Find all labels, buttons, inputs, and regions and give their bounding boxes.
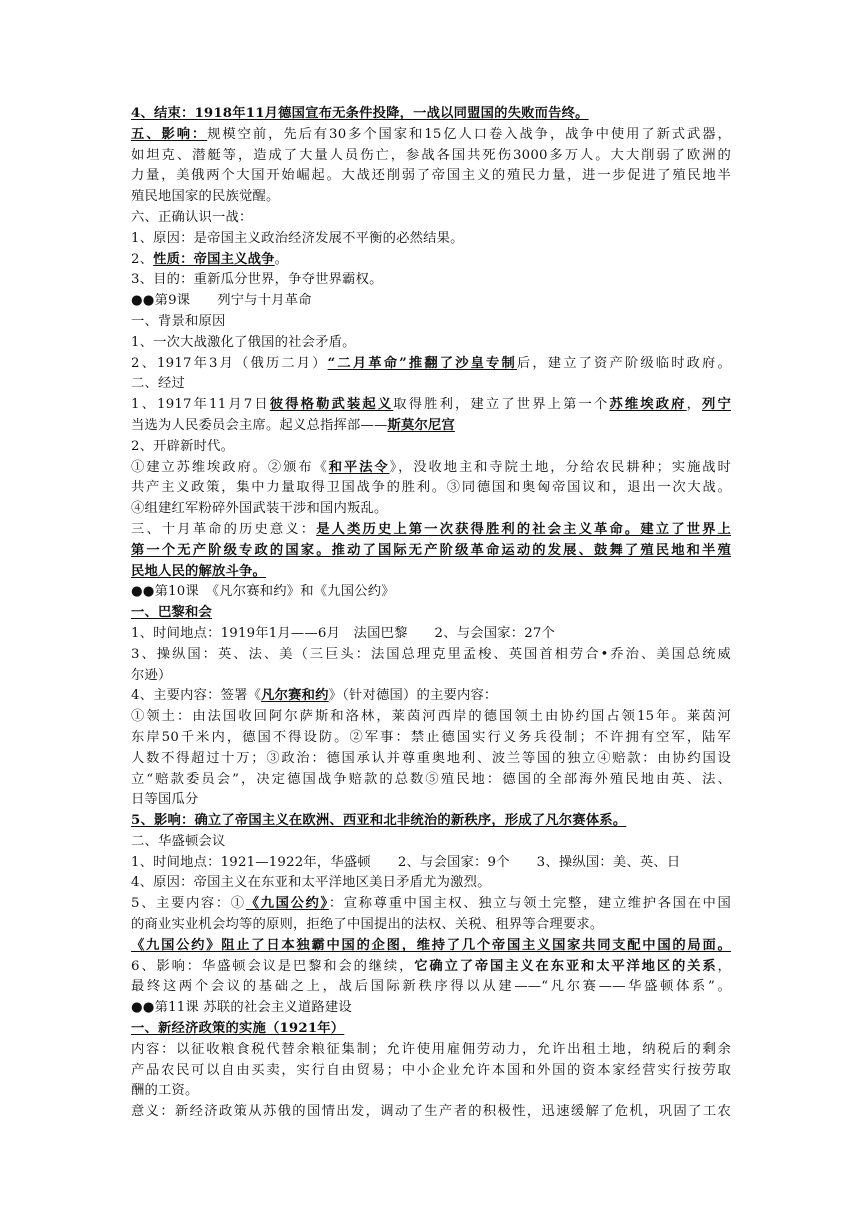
- text-line: [131, 1040, 731, 1061]
- text-line: [131, 770, 731, 791]
- text-line: [131, 624, 731, 645]
- emphasized-text: 凡尔赛和约: [261, 688, 329, 704]
- text-line: [131, 1019, 731, 1040]
- text-line: [131, 853, 731, 874]
- emphasized-text: 性质：帝国主义战争: [153, 251, 275, 267]
- text-line: [131, 166, 731, 187]
- text-run: 取得胜利，建立了世界上第一个: [393, 397, 610, 413]
- text-line: [131, 894, 731, 915]
- text-run: 3、目的：重新瓜分世界，争夺世界霸权。: [131, 272, 383, 288]
- text-run: 力量，美俄两个大国开始崛起。大战还削弱了帝国主义的殖民力量，进一步促进了殖民地半: [131, 168, 731, 184]
- text-line: [131, 686, 731, 707]
- text-line: [131, 146, 731, 167]
- text-run: 人数不得超过十万；③政治：德国承认并尊重奥地利、波兰等国的独立④赔款：由协约国设: [131, 750, 731, 766]
- emphasized-text: 5、影响：确立了帝国主义在欧洲、西亚和北非统治的新秩序，形成了凡尔赛体系。: [131, 813, 627, 829]
- text-line: [131, 437, 731, 458]
- text-line: [131, 728, 731, 749]
- text-run: ●●第10课 《凡尔赛和约》和《九国公约》: [131, 584, 395, 600]
- text-run: 规模空前，先后有30多个国家和15亿人口卷入战争，战争中使用了新式武器，: [207, 126, 731, 142]
- text-line: [131, 936, 731, 957]
- emphasized-text: 五、影响：: [131, 126, 208, 142]
- text-line: [131, 957, 731, 978]
- emphasized-text: 苏维埃政府: [609, 397, 687, 413]
- text-line: [131, 312, 731, 333]
- text-run: 3、操纵国：英、法、美（三巨头：法国总理克里孟梭、英国首相劳合•乔治、美国总统威: [131, 646, 731, 662]
- emphasized-text: 一、新经济政策的实施（1921年）: [131, 1021, 345, 1037]
- text-run: 。: [274, 251, 289, 267]
- text-run: 六、正确认识一战：: [131, 209, 253, 225]
- emphasized-text: 斯莫尔尼宫: [387, 417, 455, 433]
- text-run: 后，建立了资产阶级临时政府。: [516, 355, 731, 371]
- text-line: [131, 977, 731, 998]
- text-run: ：宣称尊重中国主权、独立与领土完整，建立维护各国在中国: [328, 896, 731, 912]
- text-line: [131, 458, 731, 479]
- text-line: [131, 374, 731, 395]
- text-line: [131, 811, 731, 832]
- text-run: 立“赔款委员会”，决定德国战争赔款的总数⑤殖民地：德国的全部海外殖民地由英、法、: [131, 771, 731, 787]
- text-line: [131, 1102, 731, 1123]
- text-run: 2、1917年3月（俄历二月）: [131, 355, 328, 371]
- text-run: 1、原因：是帝国主义政治经济发展不平衡的必然结果。: [131, 230, 464, 246]
- text-line: [131, 104, 731, 125]
- text-line: [131, 582, 731, 603]
- text-line: [131, 270, 731, 291]
- emphasized-text: 是人类历史上第一次获得胜利的社会主义革命。建立了世界上: [316, 521, 731, 537]
- text-line: [131, 520, 731, 541]
- text-run: 1、一次大战激化了俄国的社会矛盾。: [131, 334, 356, 350]
- text-line: [131, 395, 731, 416]
- text-run: 当选为人民委员会主席。起义总指挥部——: [131, 417, 388, 433]
- text-line: [131, 291, 731, 312]
- text-line: [131, 1081, 731, 1102]
- text-run: 最终这两个会议的基础之上，战后国际新秩序得以从建——“凡尔赛——华盛顿体系”。: [131, 979, 731, 995]
- text-line: [131, 666, 731, 687]
- emphasized-text: 和平法令: [328, 459, 390, 475]
- text-line: [131, 478, 731, 499]
- emphasized-text: 民地人民的解放斗争。: [131, 563, 266, 579]
- text-run: 2、开辟新时代。: [131, 438, 235, 454]
- text-run: 一、背景和原因: [131, 313, 226, 329]
- text-run: 东岸50千米内，德国不得设防。②军事：禁止德国实行义务兵役制；不许拥有空军，陆军: [131, 729, 731, 745]
- text-run: 产品农民可以自由买卖，实行自由贸易；中小企业允许本国和外国的资本家经营实行按劳取: [131, 1062, 731, 1078]
- text-line: [131, 250, 731, 271]
- text-line: [131, 1061, 731, 1082]
- emphasized-text: 列宁: [702, 397, 731, 413]
- text-run: 三、十月革命的历史意义：: [131, 521, 317, 537]
- text-line: [131, 187, 731, 208]
- text-line: [131, 354, 731, 375]
- text-run: 如坦克、潜艇等，造成了大量人员伤亡，参战各国共死伤3000多万人。大大削弱了欧洲的: [131, 147, 731, 163]
- text-run: ，: [717, 958, 731, 974]
- text-run: 5、主要内容：①: [131, 896, 246, 912]
- text-run: 内容：以征收粮食税代替余粮征集制；允许使用雇佣劳动力，允许出租土地，纳税后的剩余: [131, 1041, 731, 1057]
- document-body: [131, 104, 731, 1123]
- text-run: 二、经过: [131, 376, 185, 392]
- emphasized-text: “二月革命”推翻了沙皇专制: [327, 355, 517, 371]
- text-run: 的商业实业机会均等的原则，拒绝了中国提出的法权、关税、租界等合理要求。: [131, 917, 604, 933]
- text-line: [131, 541, 731, 562]
- text-run: 意义：新经济政策从苏俄的国情出发，调动了生产者的积极性，迅速缓解了危机，巩固了工农: [131, 1104, 731, 1120]
- text-line: [131, 707, 731, 728]
- text-line: [131, 915, 731, 936]
- text-line: [131, 333, 731, 354]
- text-line: [131, 125, 731, 146]
- text-line: [131, 645, 731, 666]
- text-run: 1、1917年11月7日: [131, 397, 270, 413]
- emphasized-text: 它确立了帝国主义在东亚和太平洋地区的关系: [414, 958, 718, 974]
- text-line: [131, 790, 731, 811]
- text-line: [131, 749, 731, 770]
- emphasized-text: 4、结束：1918年11月德国宣布无条件投降，一战以同盟国的失败而告终。: [131, 106, 589, 121]
- text-run: 6、影响：华盛顿会议是巴黎和会的继续，: [131, 958, 415, 974]
- text-run: 二、华盛顿会议: [131, 833, 226, 849]
- text-line: [131, 229, 731, 250]
- text-run: 1、时间地点：1919年1月——6月 法国巴黎 2、与会国家：27个: [131, 625, 556, 641]
- emphasized-text: 一、巴黎和会: [131, 605, 212, 621]
- emphasized-text: 《九国公约》: [245, 896, 329, 912]
- text-run: 尔逊）: [131, 667, 172, 683]
- text-line: [131, 832, 731, 853]
- text-run: 酬的工资。: [131, 1083, 199, 1099]
- text-run: ①领土：由法国收回阿尔萨斯和洛林，莱茵河西岸的德国领土由协约国占领15年。莱茵河: [131, 709, 731, 725]
- text-line: [131, 499, 731, 520]
- text-line: [131, 416, 731, 437]
- text-run: ●●第9课 列宁与十月革命: [131, 293, 312, 309]
- text-run: 4、原因：帝国主义在东亚和太平洋地区美日矛盾尤为激烈。: [131, 875, 491, 891]
- text-run: 》，没收地主和寺院土地，分给农民耕种；实施战时: [389, 459, 731, 475]
- emphasized-text: 《九国公约》阻止了日本独霸中国的企图，维持了几个帝国主义国家共同支配中国的局面。: [131, 937, 731, 953]
- text-run: ④组建红军粉碎外国武装干涉和国内叛乱。: [131, 501, 388, 517]
- text-run: 殖民地国家的民族觉醒。: [131, 189, 280, 205]
- text-run: ，: [686, 397, 703, 413]
- text-line: [131, 603, 731, 624]
- text-run: 共产主义政策，集中力量取得卫国战争的胜利。③同德国和奥匈帝国议和，退出一次大战。: [131, 480, 731, 496]
- text-run: 2、: [131, 251, 154, 267]
- text-line: [131, 562, 731, 583]
- text-run: 4、主要内容：签署《: [131, 688, 262, 704]
- text-line: [131, 208, 731, 229]
- text-line: [131, 998, 731, 1019]
- text-run: ①建立苏维埃政府。②颁布《: [131, 459, 329, 475]
- text-line: [131, 873, 731, 894]
- text-run: 日等国瓜分: [131, 792, 199, 808]
- text-run: ●●第11课 苏联的社会主义道路建设: [131, 1000, 352, 1016]
- emphasized-text: 彼得格勒武装起义: [269, 397, 394, 413]
- text-run: 》（针对德国）的主要内容：: [328, 688, 498, 704]
- text-run: 1、时间地点：1921—1922年，华盛顿 2、与会国家：9个 3、操纵国：美、英、日: [131, 854, 681, 870]
- emphasized-text: 第一个无产阶级专政的国家。推动了国际无产阶级革命运动的发展、鼓舞了殖民地和半殖: [131, 542, 731, 558]
